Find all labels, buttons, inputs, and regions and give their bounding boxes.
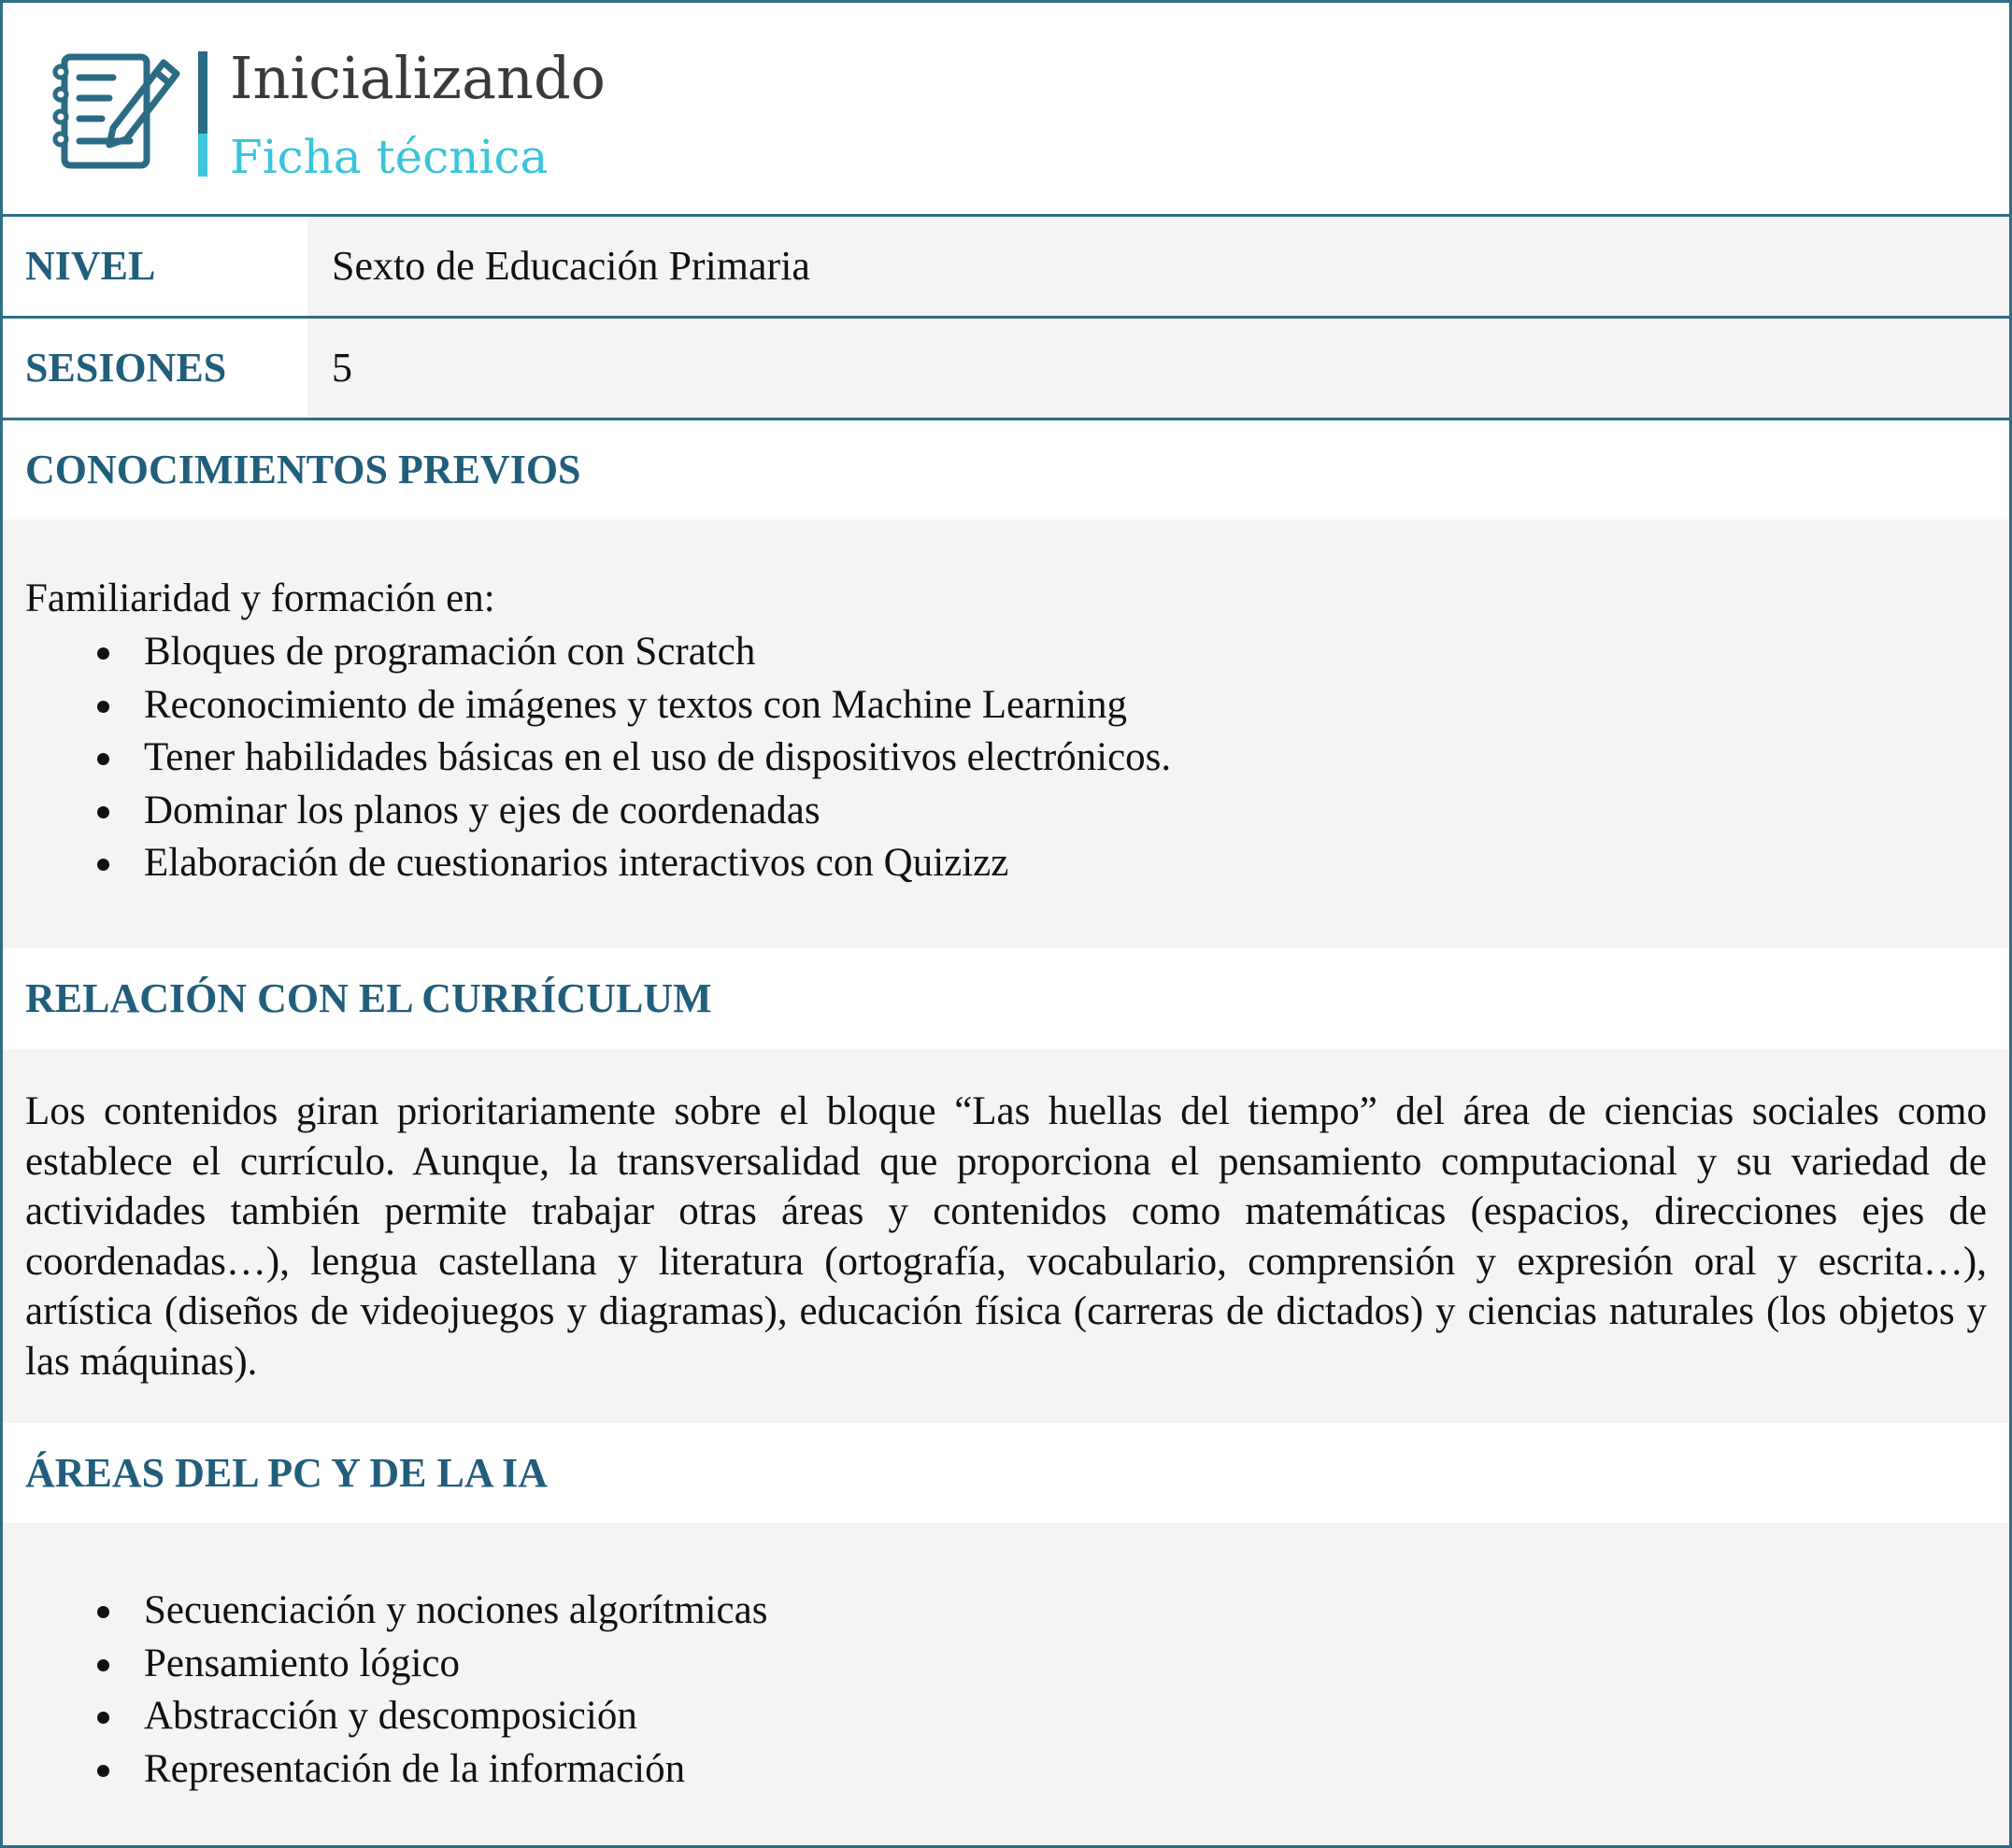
section-body-curriculum xyxy=(3,1049,2009,1423)
row-label-sesiones: SESIONES xyxy=(3,319,307,418)
list-item: Representación de la información xyxy=(3,1743,2009,1797)
row-value-sesiones: 5 xyxy=(307,319,2009,418)
list-item: Elaboración de cuestionarios interactivos con Quizizz xyxy=(3,837,2009,890)
list-item: Reconocimiento de imágenes y textos con Machine Learning xyxy=(3,679,2009,732)
section-body-conocimientos xyxy=(3,519,2009,948)
notebook-pencil-icon xyxy=(51,51,182,173)
conocimientos-intro: Familiaridad y formación en: xyxy=(25,576,495,620)
brand-title: Inicializando xyxy=(230,44,606,112)
curriculum-paragraph: Los contenidos giran prioritariamente sobre el bloque “Las huellas del tiempo” del área de ciencias sociales como establece el currículo. Aunque, la transversalidad que proporciona el pensamiento computacional y su variedad de actividades también permite trabajar otras áreas y contenidos como matemáticas (espacios, direcciones ejes de coordenadas…), lengua castellana y literatura (ortografía, vocabulario, comprensión y expresión oral y escrita…), artística (diseños de videojuegos y diagramas), educación física (carreras de dictados) y ciencias naturales (los objetos y las máquinas). xyxy=(25,1089,1987,1384)
list-item: Bloques de programación con Scratch xyxy=(3,626,2009,679)
brand-bar-dark xyxy=(198,51,207,134)
conocimientos-list xyxy=(3,626,2009,890)
list-item: Secuenciación y nociones algorítmicas xyxy=(3,1585,2009,1638)
row-label-nivel: NIVEL xyxy=(3,217,307,316)
sheet-header xyxy=(3,3,2009,217)
list-item: Pensamiento lógico xyxy=(3,1638,2009,1691)
section-title-conocimientos: CONOCIMIENTOS PREVIOS xyxy=(3,420,2009,519)
list-item: Abstracción y descomposición xyxy=(3,1690,2009,1743)
list-item: Tener habilidades básicas en el uso de dispositivos electrónicos. xyxy=(3,732,2009,785)
section-body-areas xyxy=(3,1523,2009,1845)
info-row-nivel xyxy=(3,217,2009,319)
section-title-areas: ÁREAS DEL PC Y DE LA IA xyxy=(3,1423,2009,1523)
brand-bar-light xyxy=(198,134,207,177)
areas-list xyxy=(3,1585,2009,1796)
list-item: Dominar los planos y ejes de coordenadas xyxy=(3,785,2009,838)
section-title-curriculum: RELACIÓN CON EL CURRÍCULUM xyxy=(3,948,2009,1049)
brand-subtitle: Ficha técnica xyxy=(230,130,549,184)
row-value-nivel: Sexto de Educación Primaria xyxy=(307,217,2009,316)
info-row-sesiones xyxy=(3,319,2009,420)
